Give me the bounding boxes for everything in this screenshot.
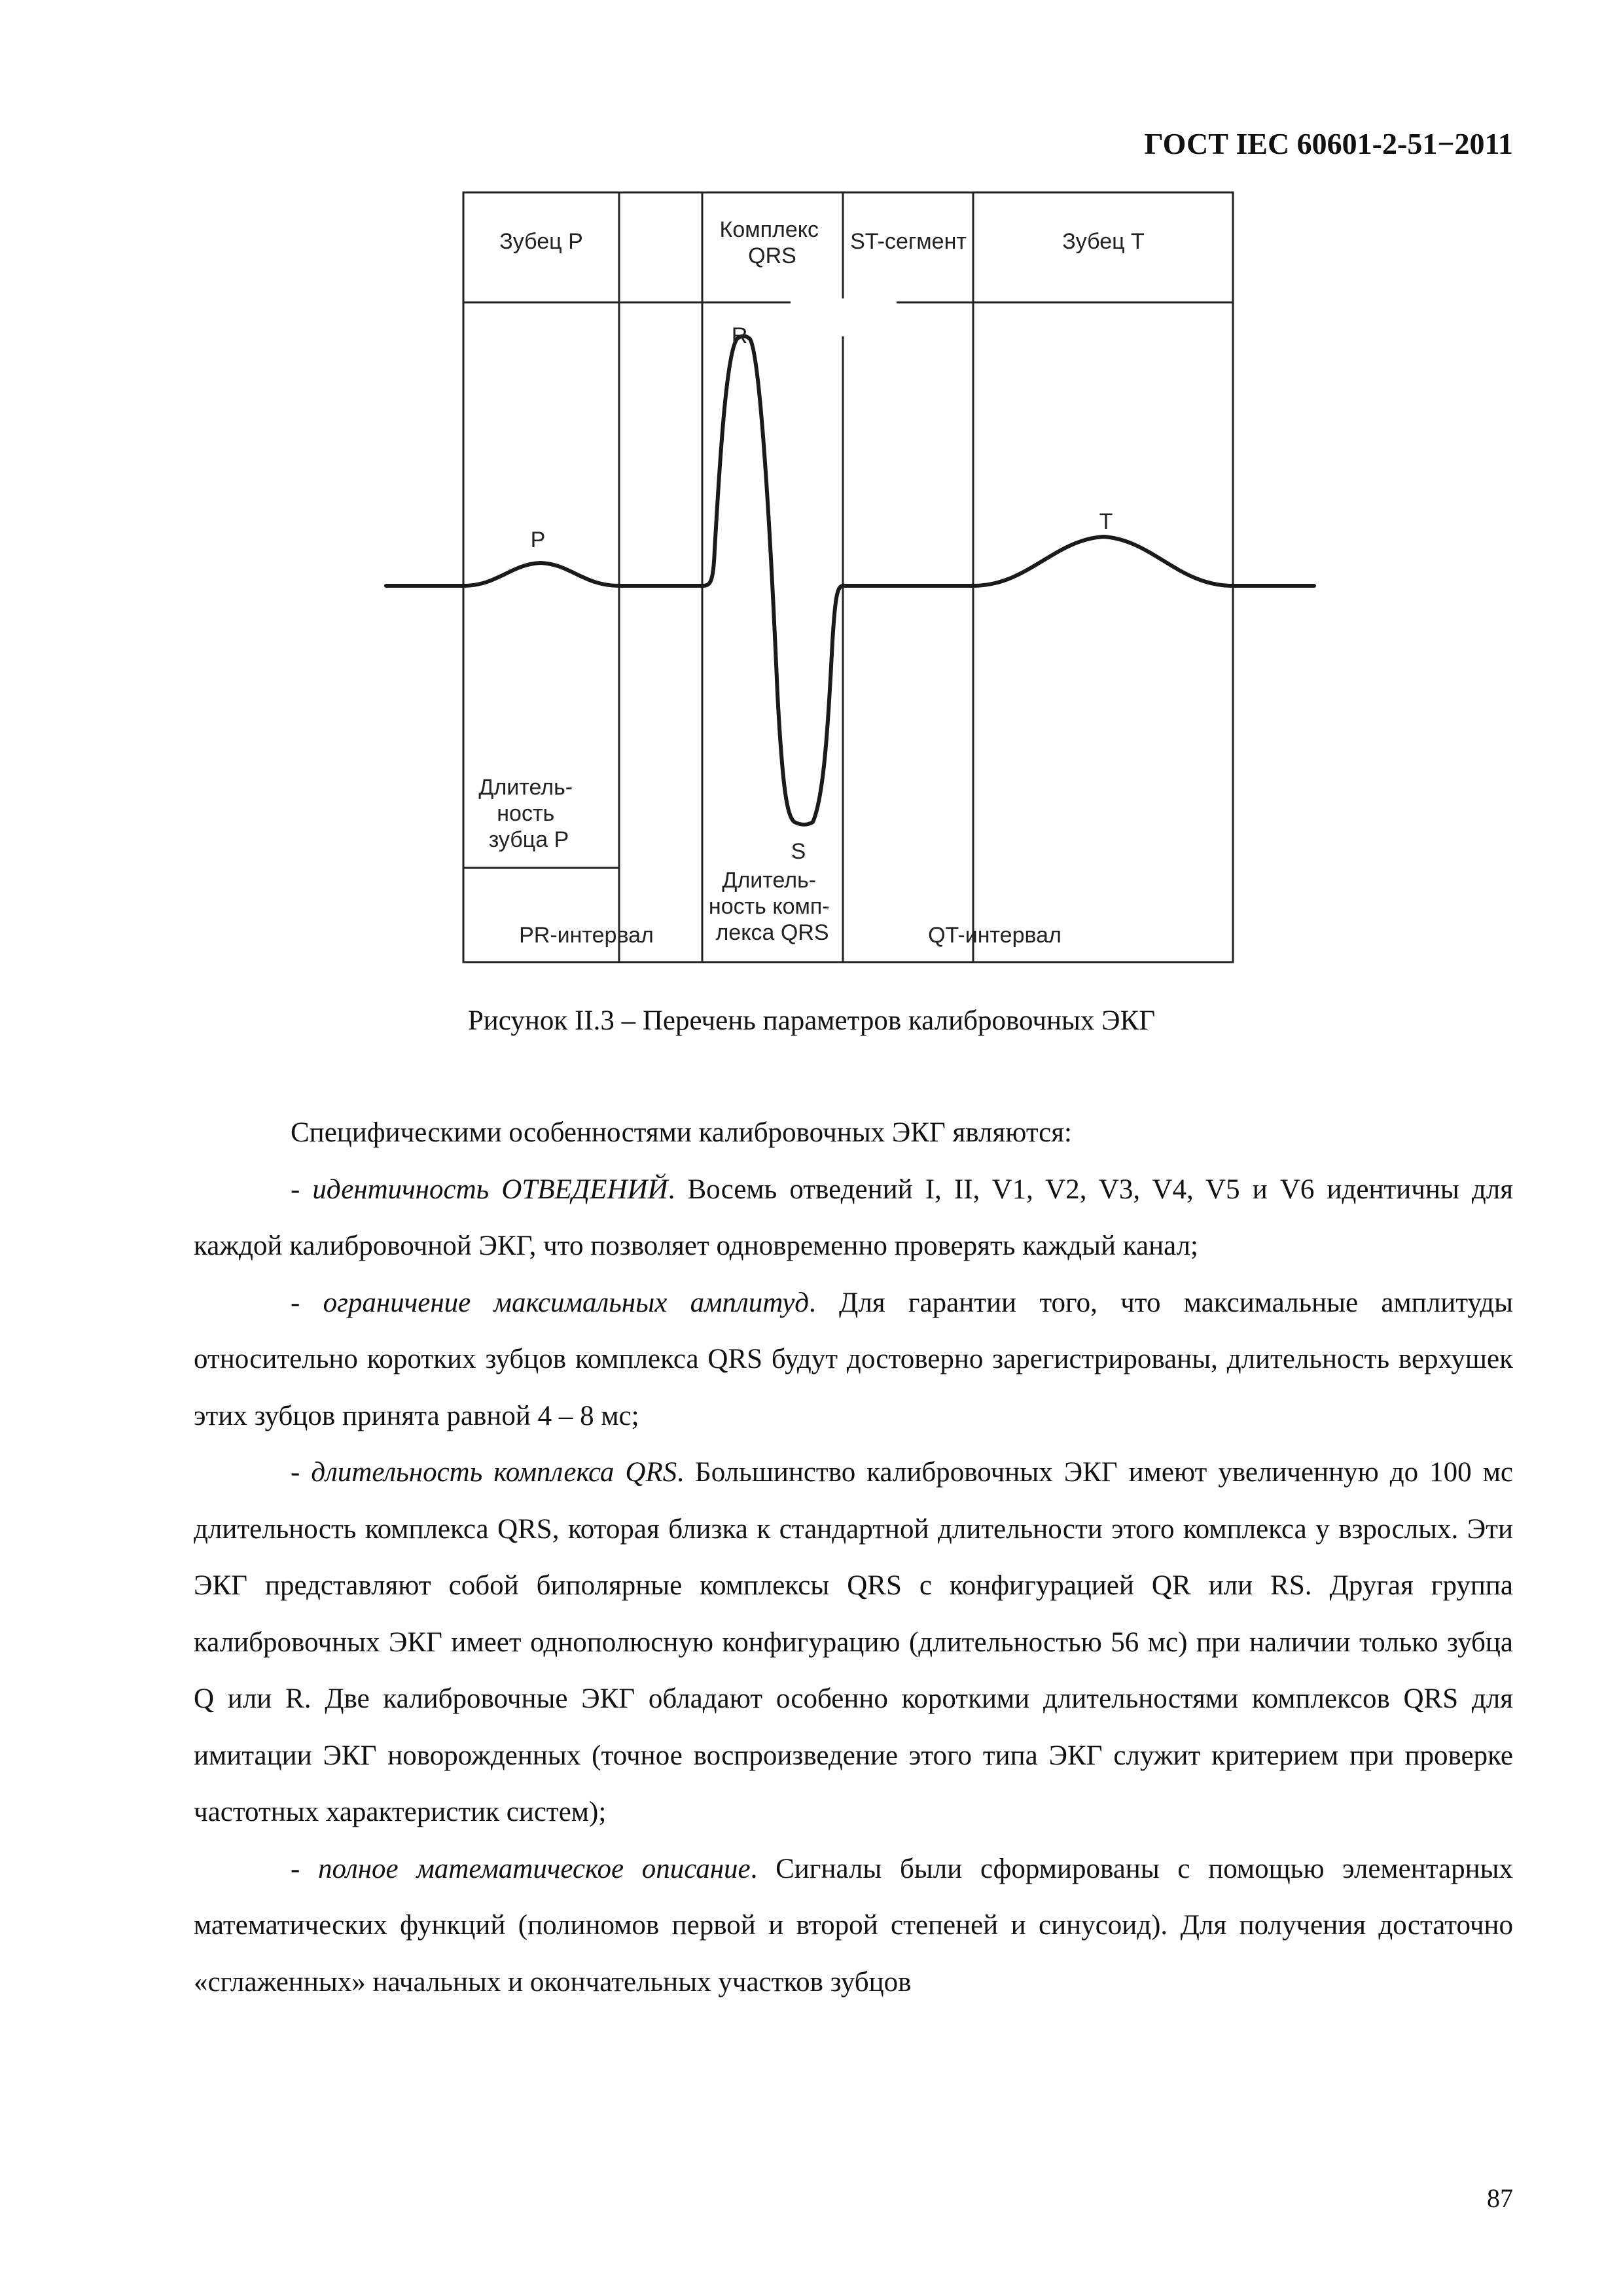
- intro-paragraph: Специфическими особенностями калибровочных ЭКГ являются:: [291, 1117, 1072, 1148]
- label-st-segment: ST-сегмент: [850, 229, 967, 254]
- document-header: ГОСТ IEC 60601-2-51−2011: [1144, 127, 1513, 160]
- label-t-wave: Зубец T: [1062, 229, 1145, 254]
- label-pr-interval: PR-интервал: [519, 923, 654, 948]
- text-leads-identity: . Восемь отведений I, II, V1, V2, V3, V4, V5 и V6 идентичны для каждой калибровочной ЭКГ, что позволяет одновременно проверять каждый канал;: [194, 1174, 1513, 1261]
- term-qrs-duration: длительность комплекса QRS: [311, 1457, 677, 1488]
- label-p-wave: Зубец P: [499, 229, 583, 254]
- term-math-description: полное математическое описание: [318, 1853, 751, 1884]
- text-qrs-duration: . Большинство калибровочных ЭКГ имеют увеличенную до 100 мс длительность комплекса QRS, которая близка к стандартной длительности этого комплекса у взрослых. Эти ЭКГ представляют собой биполярные комплексы QRS с конфигурацией QR или RS. Другая группа калибровочных ЭКГ имеет однополюсную конфигурацию (длительностью 56 мс) при наличии только зубца Q или R. Две калибровочные ЭКГ обладают особенно короткими длительностями комплексов QRS для имитации ЭКГ новорожденных (точное воспроизведение этого типа ЭКГ служит критерием при проверке частотных характеристик систем);: [194, 1457, 1513, 1827]
- label-qrs-duration: [709, 868, 836, 945]
- ecg-figure: [0, 183, 1623, 995]
- label-qrs-line2: QRS: [748, 243, 796, 268]
- label-qrs-duration-line3: лекса QRS: [715, 920, 829, 945]
- body-text: [194, 1105, 1513, 2011]
- label-qrs-line1: Комплекс: [719, 217, 819, 242]
- term-leads-identity: идентичность ОТВЕДЕНИЙ: [312, 1174, 668, 1205]
- figure-caption: Рисунок II.3 – Перечень параметров калибровочных ЭКГ: [467, 1005, 1156, 1036]
- list-item-qrs-duration: - длительность комплекса QRS. Большинство калибровочных ЭКГ имеют увеличенную до 100 мс длительность комплекса QRS, которая близка к стандартной длительности этого комплекса у взрослых. Эти ЭКГ представляют собой биполярные комплексы QRS с конфигурацией QR или RS. Другая группа калибровочных ЭКГ имеет однополюсную конфигурацию (длительностью 56 мс) при наличии только зубца Q или R. Две калибровочные ЭКГ обладают особенно короткими длительностями комплексов QRS для имитации ЭКГ новорожденных (точное воспроизведение этого типа ЭКГ служит критерием при проверке частотных характеристик систем);: [194, 1457, 1513, 1827]
- label-s-peak: S: [791, 839, 806, 864]
- term-amplitude-limit: ограничение максимальных амплитуд: [323, 1287, 809, 1318]
- label-p-duration-line2: ность: [497, 801, 555, 826]
- label-qrs-complex: [720, 217, 825, 268]
- text-math-description: . Сигналы были сформированы с помощью элементарных математических функций (полиномов первой и второй степеней и синусоид). Для получения достаточно «сглаженных» начальных и окончательных участков зубцов: [194, 1853, 1514, 1998]
- label-p-duration-line3: зубца P: [488, 827, 569, 852]
- label-p-duration: [478, 775, 579, 852]
- label-r-peak: R: [731, 323, 748, 348]
- ecg-diagram: [0, 183, 1623, 995]
- page-number: 87: [1487, 2183, 1513, 2213]
- label-p-peak: P: [530, 528, 546, 552]
- list-item-math-description: - полное математическое описание. Сигналы были сформированы с помощью элементарных математических функций (полиномов первой и второй степеней и синусоид). Для получения достаточно «сглаженных» начальных и окончательных участков зубцов: [194, 1853, 1514, 1998]
- ecg-waveform: [386, 336, 1314, 825]
- label-qt-interval: QT-интервал: [928, 923, 1061, 948]
- label-qrs-duration-line1: Длитель-: [722, 868, 817, 893]
- list-item-leads-identity: - идентичность ОТВЕДЕНИЙ. Восемь отведений I, II, V1, V2, V3, V4, V5 и V6 идентичны для каждой калибровочной ЭКГ, что позволяет одновременно проверять каждый канал;: [194, 1174, 1513, 1261]
- text-amplitude-limit: . Для гарантии того, что максимальные амплитуды относительно коротких зубцов комплекса QRS будут достоверно зарегистрированы, длительность верхушек этих зубцов принята равной 4 – 8 мс;: [194, 1287, 1513, 1431]
- label-qrs-duration-line2: ность комп-: [708, 894, 830, 919]
- label-p-duration-line1: Длитель-: [478, 775, 573, 800]
- list-item-amplitude-limit: - ограничение максимальных амплитуд. Для гарантии того, что максимальные амплитуды относительно коротких зубцов комплекса QRS будут достоверно зарегистрированы, длительность верхушек этих зубцов принята равной 4 – 8 мс;: [194, 1287, 1513, 1431]
- label-t-peak: T: [1099, 509, 1113, 534]
